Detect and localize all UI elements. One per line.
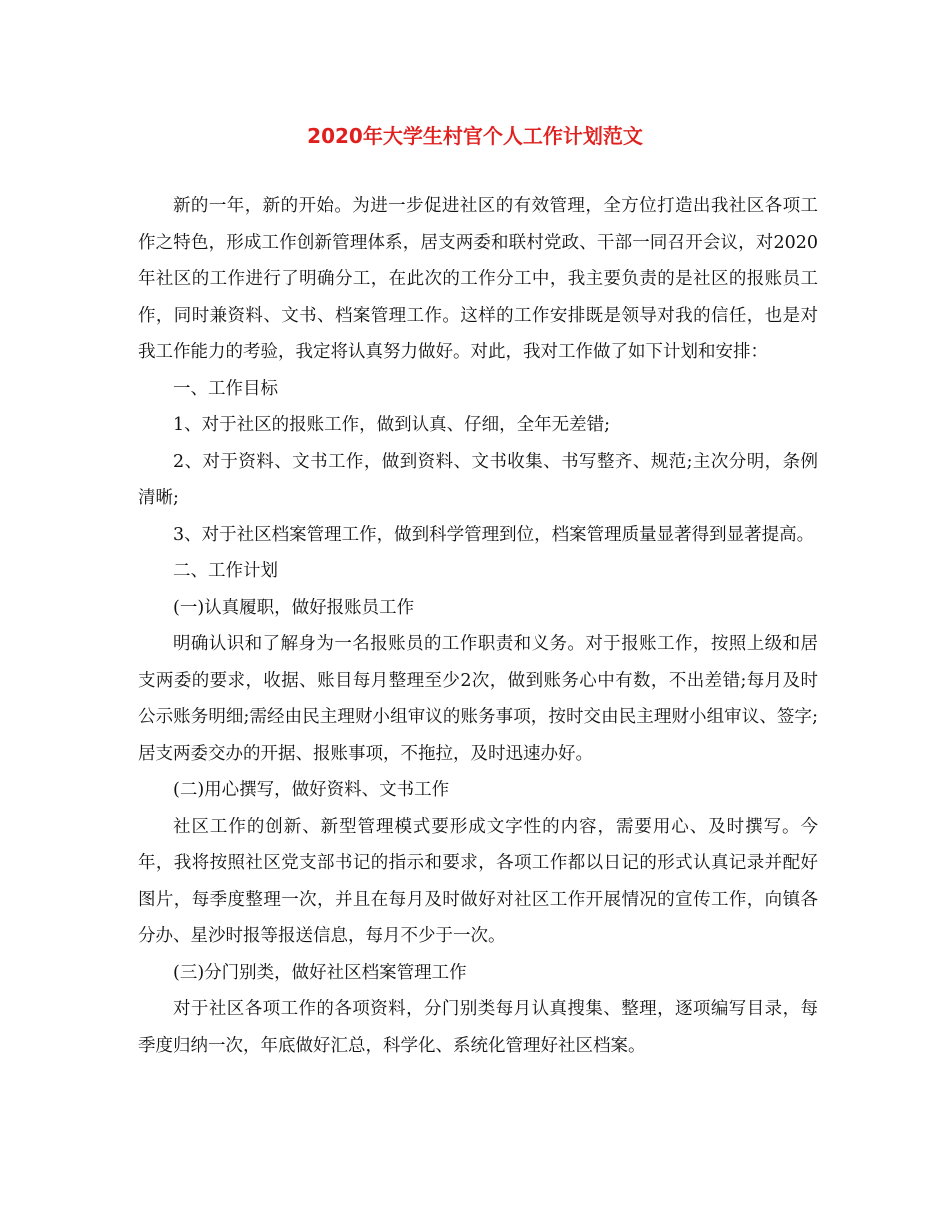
document-body [138,188,818,1064]
subheading-plan-3: (三)分门别类，做好社区档案管理工作 [173,962,467,983]
paragraph-plan-2: 社区工作的创新、新型管理模式要形成文字性的内容，需要用心、及时撰写。今年，我将按照社区党支部书记的指示和要求，各项工作都以日记的形式认真记录并配好图片，每季度整理一次，并且在每月及时做好对社区工作开展情况的宣传工作，向镇各分办、星沙时报等报送信息，每月不少于一次。 [138,816,818,946]
heading-goals: 一、工作目标 [173,378,278,399]
goal-item-1: 1、对于社区的报账工作，做到认真、仔细，全年无差错; [173,415,611,435]
paragraph-plan-3: 对于社区各项工作的各项资料，分门别类每月认真搜集、整理，逐项编写目录，每季度归纳一次，年底做好汇总，科学化、系统化管理好社区档案。 [138,999,818,1056]
document-title: 2020年大学生村官个人工作计划范文 [307,124,643,148]
goal-item-3: 3、对于社区档案管理工作，做到科学管理到位，档案管理质量显著得到显著提高。 [173,524,815,545]
paragraph-plan-1: 明确认识和了解身为一名报账员的工作职责和义务。对于报账工作，按照上级和居支两委的要求，收据、账目每月整理至少2次，做到账务心中有数，不出差错;每月及时公示账务明细;需经由民主理财小组审议的账务事项，按时交由民主理财小组审议、签字;居支两委交办的开据、报账事项，不拖拉，及时迅速办好。 [138,634,818,764]
subheading-plan-2: (二)用心撰写，做好资料、文书工作 [173,780,450,800]
goal-item-2: 2、对于资料、文书工作，做到资料、文书收集、书写整齐、规范;主次分明，条例清晰; [138,451,818,508]
heading-plan: 二、工作计划 [173,561,278,581]
subheading-plan-1: (一)认真履职，做好报账员工作 [173,597,415,618]
paragraph-intro: 新的一年，新的开始。为进一步促进社区的有效管理，全方位打造出我社区各项工作之特色，形成工作创新管理体系，居支两委和联村党政、干部一同召开会议，对2020年社区的工作进行了明确分工，在此次的工作分工中，我主要负责的是社区的报账员工作，同时兼资料、文书、档案管理工作。这样的工作安排既是领导对我的信任，也是对我工作能力的考验，我定将认真努力做好。对此，我对工作做了如下计划和安排： [138,196,818,362]
